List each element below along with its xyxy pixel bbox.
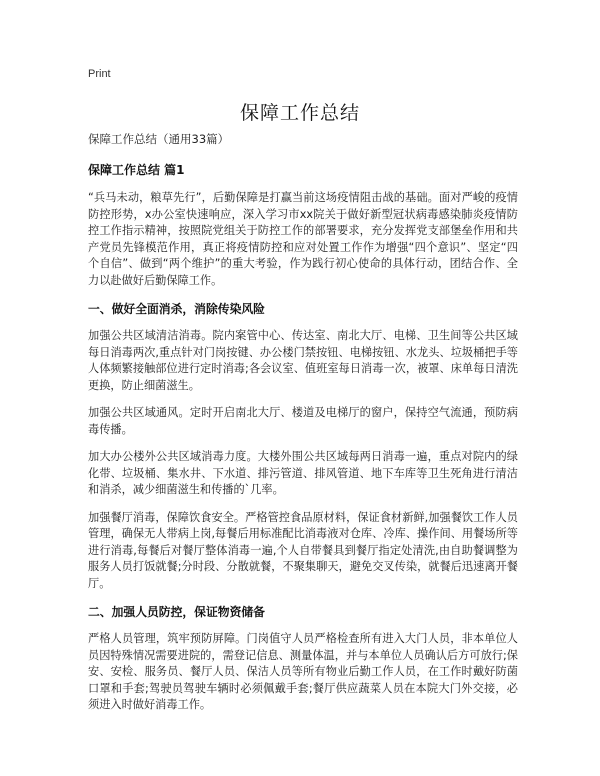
paragraph: 加强公共区域通风。定时开启南北大厅、楼道及电梯厅的窗户，保持空气流通，预防病毒传播。 (88, 406, 518, 436)
print-link[interactable]: Print (88, 68, 111, 80)
paragraph: 严格人员管理，筑牢预防屏障。门岗值守人员严格检查所有进入大门人员，非本单位人员因特殊情况需要进院的，需登记信息、测量体温，并与本单位人员确认后方可放行;保安、安检、服务员、餐厅人员、保洁人员等所有物业后勤工作人员，在工作时戴好防菌口罩和手套;驾驶员驾驶车辆时必须佩戴手套;餐厅供应蔬菜人员在本院大门外交接，必须进入时做好消毒工作。 (88, 632, 518, 711)
chapter-title: 保障工作总结 篇1 (88, 163, 185, 177)
paragraph: 加大办公楼外公共区域消毒力度。大楼外围公共区域每两日消毒一遍，重点对院内的绿化带、垃圾桶、集水井、下水道、排污管道、排风管道、地下车库等卫生死角进行清洁和消杀，减少细菌滋生和传播的`几率。 (88, 450, 518, 496)
section-heading-1: 一、做好全面消杀，消除传染风险 (88, 302, 265, 316)
paragraph: 加强餐厅消毒，保障饮食安全。严格管控食品原材料，保证食材新鲜,加强餐饮工作人员管理，确保无人带病上岗,每餐后用标准配比消毒液对仓库、冷库、操作间、用餐场所等进行消毒,每餐后对餐厅整体消毒一遍,个人自带餐具到餐厅指定处清洗,由自助餐调整为服务人员打饭就餐;分时段、分散就餐，不聚集聊天，避免交叉传染，就餐后迅速离开餐厅。 (88, 510, 518, 590)
document-subtitle: 保障工作总结（通用33篇） (88, 132, 230, 146)
intro-paragraph: “兵马未动，粮草先行”，后勤保障是打赢当前这场疫情阻击战的基础。面对严峻的疫情防控形势，x办公室快速响应，深入学习市xx院关于做好新型冠状病毒感染肺炎疫情防控工作指示精神，按照院党组关于防控工作的部署要求，充分发挥党支部堡垒作用和共产党员先锋模范作用，真正将疫情防控和应对处置工作作为增强“四个意识”、坚定“四个自信”、做到“两个维护”的重大考验，作为践行初心使命的具体行动，团结合作、全力以赴做好后勤保障工作。 (88, 191, 518, 287)
page-title: 保障工作总结 (239, 102, 360, 124)
document-body (88, 131, 518, 725)
section-heading-2: 二、加强人员防控，保证物资储备 (88, 605, 265, 619)
paragraph: 加强公共区域清洁消毒。院内案管中心、传达室、南北大厅、电梯、卫生间等公共区域每日消毒两次,重点针对门岗按键、办公楼门禁按钮、电梯按钮、水龙头、垃圾桶把手等人体频繁接触部位进行定时消毒;各会议室、值班室每日消毒一次，被罩、床单每日清洗更换，防止细菌滋生。 (88, 329, 518, 392)
